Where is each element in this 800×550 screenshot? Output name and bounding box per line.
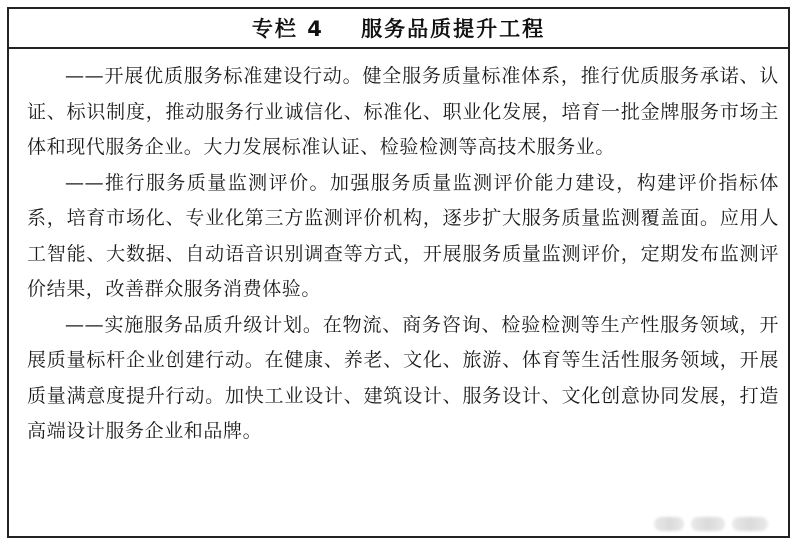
paragraph-upgrade: ——实施服务品质升级计划。在物流、商务咨询、检验检测等生产性服务领域，开展质量标杆企业创建行动。在健康、养老、文化、旅游、体育等生活性服务领域，开展质量满意度提升行动。加快工业设计、建筑设计、服务设计、文化创意协同发展，打造高端设计服务企业和品牌。 bbox=[27, 313, 779, 442]
column-title-bar bbox=[9, 9, 788, 49]
column-box bbox=[7, 7, 790, 538]
blurred-watermark bbox=[654, 514, 768, 534]
column-body bbox=[27, 59, 779, 450]
column-title: 专栏 4 服务品质提升工程 bbox=[251, 17, 546, 41]
paragraph-standards: ——开展优质服务标准建设行动。健全服务质量标准体系，推行优质服务承诺、认证、标识制度，推动服务行业诚信化、标准化、职业化发展，培育一批金牌服务市场主体和现代服务企业。大力发展标准认证、检验检测等高技术服务业。 bbox=[27, 65, 779, 158]
paragraph-monitoring: ——推行服务质量监测评价。加强服务质量监测评价能力建设，构建评价指标体系，培育市场化、专业化第三方监测评价机构，逐步扩大服务质量监测覆盖面。应用人工智能、大数据、自动语音识别调查等方式，开展服务质量监测评价，定期发布监测评价结果，改善群众服务消费体验。 bbox=[27, 171, 779, 300]
